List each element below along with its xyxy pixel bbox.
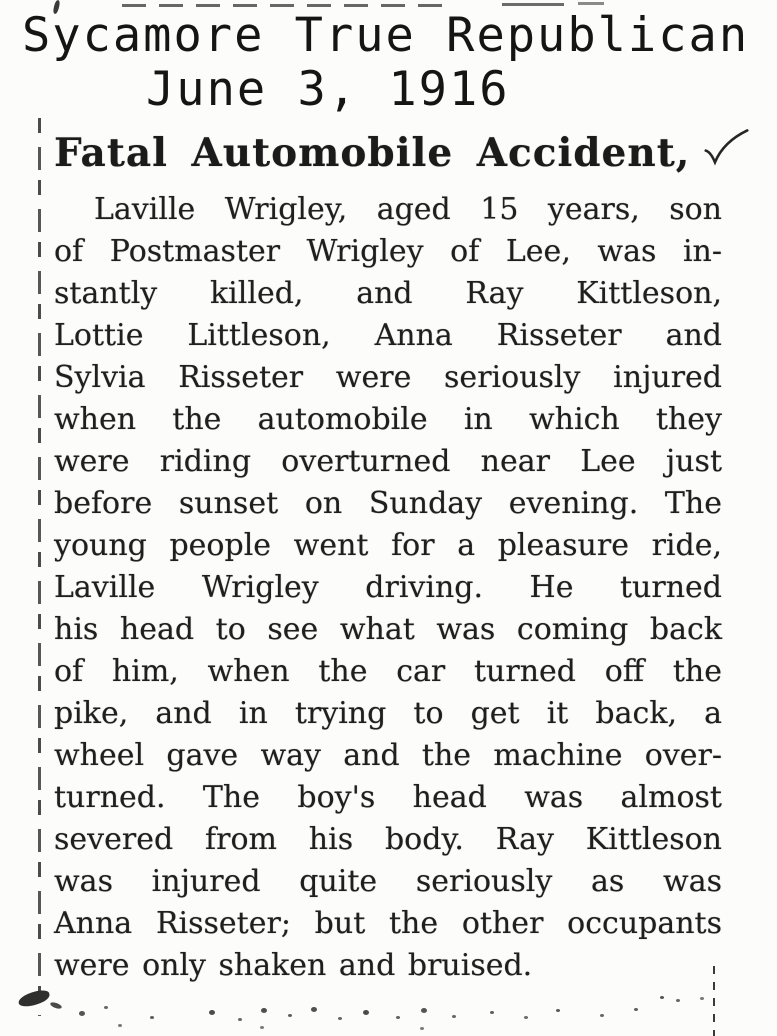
- article-headline: Fatal Automobile Accident,: [54, 130, 691, 176]
- checkmark-icon: [701, 124, 752, 171]
- scan-noise-blob: [17, 988, 51, 1008]
- article-line: was injured quite seriously as was: [54, 864, 722, 899]
- article-line: his head to see what was coming back: [54, 612, 722, 647]
- newspaper-name: Sycamore True Republican: [22, 8, 750, 63]
- article-line: young people went for a pleasure ride,: [54, 528, 722, 563]
- article-body: [54, 189, 722, 987]
- issue-date: June 3, 1916: [146, 62, 510, 117]
- article-line: before sunset on Sunday evening. The: [54, 486, 722, 521]
- article-line: severed from his body. Ray Kittleson: [54, 822, 722, 857]
- article-line: when the automobile in which they: [54, 402, 722, 437]
- article-line: of Postmaster Wrigley of Lee, was in-: [54, 234, 722, 269]
- article-line: Anna Risseter; but the other occupants: [54, 906, 722, 941]
- article-line: turned. The boy's head was almost: [54, 780, 722, 815]
- scan-noise-blob: [50, 1001, 63, 1010]
- article-line: Lottie Littleson, Anna Risseter and: [54, 318, 722, 353]
- article-line: were only shaken and bruised.: [54, 948, 533, 983]
- article-line: pike, and in trying to get it back, a: [54, 696, 722, 731]
- column-rule-right-fragment: [713, 966, 715, 1036]
- scan-artifact-dashed-line: [122, 4, 442, 7]
- article-line: were riding overturned near Lee just: [54, 444, 722, 479]
- scan-artifact-dash: [578, 2, 604, 5]
- article-line: Laville Wrigley driving. He turned: [54, 570, 722, 605]
- article-headline-row: [54, 126, 744, 176]
- column-rule-left: [38, 118, 41, 1016]
- scan-artifact-dash: [502, 3, 564, 6]
- article-line: Laville Wrigley, aged 15 years, son: [94, 192, 722, 227]
- scan-noise-specks: [0, 0, 4, 3]
- article-line: stantly killed, and Ray Kittleson,: [54, 276, 722, 311]
- article-line: wheel gave way and the machine over-: [54, 738, 722, 773]
- article-line: Sylvia Risseter were seriously injured: [54, 360, 722, 395]
- article-line: of him, when the car turned off the: [54, 654, 722, 689]
